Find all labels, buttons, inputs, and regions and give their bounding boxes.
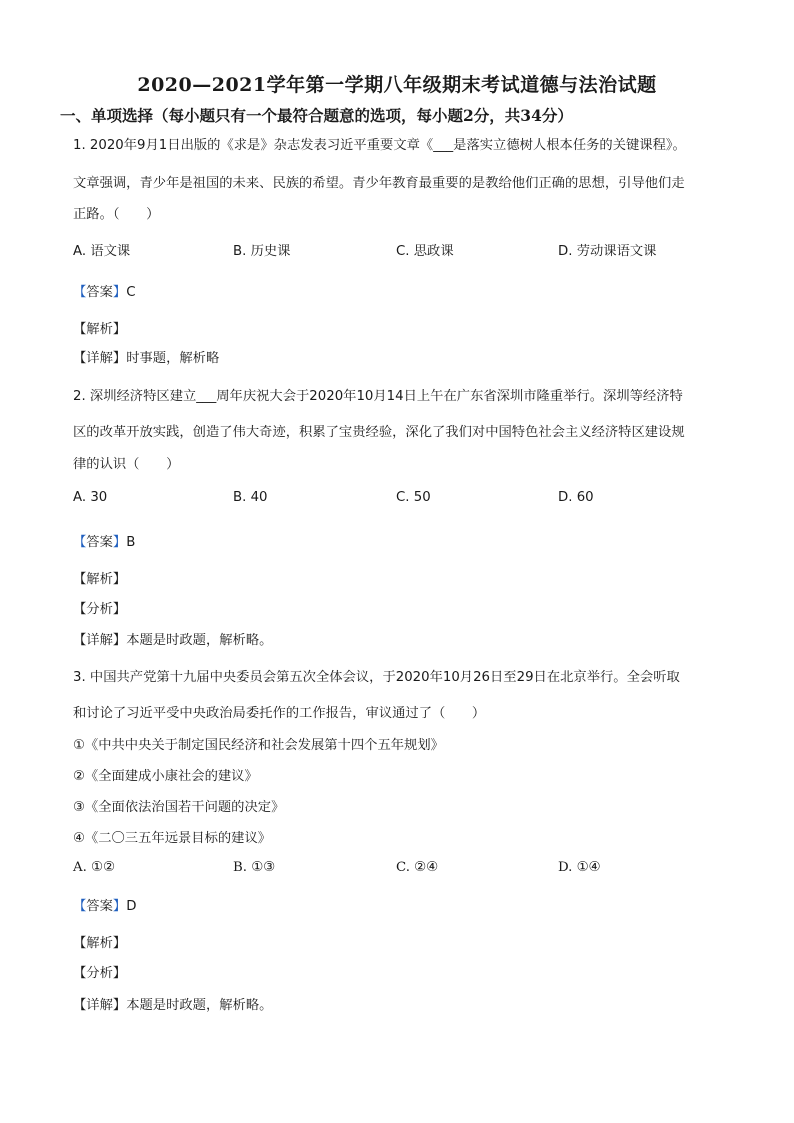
question-1-line-2: 文章强调，青少年是祖国的未来、民族的希望。青少年教育最重要的是教给他们正确的思想，引导他们走 [73,176,685,191]
page-title: 2020—2021学年第一学期八年级期末考试道德与法治试题 [137,74,657,96]
question-2-fenxi-label: 【分析】 [73,602,127,617]
question-2-option-d: D. 60 [558,490,594,505]
question-1-option-a: A. 语文课 [73,244,131,259]
question-3-option-d: D. ①④ [558,860,601,875]
question-3-answer: 【答案】D [73,899,137,914]
question-2-option-a: A. 30 [73,490,108,505]
question-2-answer: 【答案】B [73,535,136,550]
question-3-line-1: 3. 中国共产党第十九届中央委员会第五次全体会议，于2020年10月26日至29日在北京举行。全会听取 [73,670,680,685]
question-1-line-1: 1. 2020年9月1日出版的《求是》杂志发表习近平重要文章《___是落实立德树人根本任务的关键课程》。 [73,138,686,153]
question-2-option-c: C. 50 [396,490,431,505]
question-2-detail: 【详解】本题是时政题，解析略。 [73,633,273,648]
question-3-item-4: ④《二〇三五年远景目标的建议》 [73,831,272,846]
section-heading: 一、单项选择（每小题只有一个最符合题意的选项，每小题2分，共34分） [60,106,573,125]
question-1-answer: 【答案】C [73,285,136,300]
question-3-option-b: B. ①③ [233,860,276,875]
question-1-analysis-label: 【解析】 [73,322,127,337]
question-3-item-2: ②《全面建成小康社会的建议》 [73,769,258,784]
question-2-analysis-label: 【解析】 [73,572,127,587]
question-3-analysis-label: 【解析】 [73,936,127,951]
question-1-option-d: D. 劳动课语文课 [558,244,657,259]
question-1-detail: 【详解】时事题，解析略 [73,351,220,366]
question-1-option-c: C. 思政课 [396,244,454,259]
question-3-line-2: 和讨论了习近平受中央政治局委托作的工作报告，审议通过了（ ） [73,706,486,721]
question-3-item-1: ①《中共中央关于制定国民经济和社会发展第十四个五年规划》 [73,738,444,753]
question-2-option-b: B. 40 [233,490,268,505]
question-1-line-3: 正路。（ ） [73,207,160,222]
question-3-item-3: ③《全面依法治国若干问题的决定》 [73,800,285,815]
question-3-option-a: A. ①② [73,860,115,875]
question-2-line-3: 律的认识（ ） [73,457,180,472]
question-3-fenxi-label: 【分析】 [73,966,127,981]
question-3-detail: 【详解】本题是时政题，解析略。 [73,998,273,1013]
question-3-option-c: C. ②④ [396,860,438,875]
question-2-line-1: 2. 深圳经济特区建立___周年庆祝大会于2020年10月14日上午在广东省深圳市隆重举行。深圳等经济特 [73,389,683,404]
question-1-option-b: B. 历史课 [233,244,291,259]
question-2-line-2: 区的改革开放实践，创造了伟大奇迹，积累了宝贵经验，深化了我们对中国特色社会主义经济特区建设规 [73,425,685,440]
